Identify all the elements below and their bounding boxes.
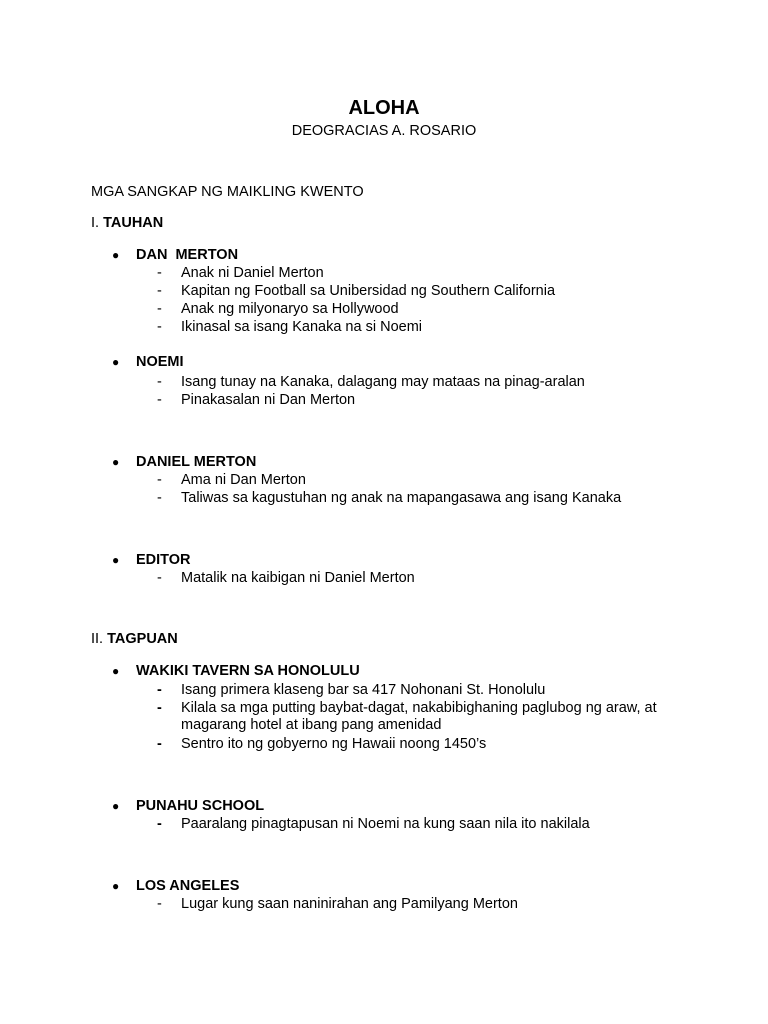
dash-icon: - [157,283,162,299]
list-item-editor [112,551,191,569]
item-name: LOS ANGELES [136,878,240,894]
list-detail-continuation: magarang hotel at ibang pang amenidad [181,717,442,733]
bullet-icon: ● [112,553,120,567]
list-detail: - Pinakasalan ni Dan Merton [157,392,356,408]
list-detail: - Anak ng milyonaryo sa Hollywood [157,301,399,317]
item-name: WAKIKI TAVERN SA HONOLULU [136,663,360,679]
bullet-icon: ● [112,248,120,262]
dash-icon: - [157,700,162,716]
list-detail: - Isang tunay na Kanaka, dalagang may mataas na pinag-aralan [157,374,585,390]
dash-icon: - [157,896,162,912]
dash-icon: - [157,736,162,752]
dash-icon: - [157,490,162,506]
document-author: DEOGRACIAS A. ROSARIO [291,123,477,139]
section-number: II. [91,631,104,647]
list-detail: - Paaralang pinagtapusan ni Noemi na kung saan nila ito nakilala [157,816,590,832]
dash-icon: - [157,816,162,832]
dash-icon: - [157,570,162,586]
list-detail: - Ama ni Dan Merton [157,472,306,488]
list-detail: - Kilala sa mga putting baybat-dagat, nakabibighaning paglubog ng araw, at [157,700,657,716]
dash-icon: - [157,374,162,390]
dash-icon: - [157,392,162,408]
section-label: TAGPUAN [107,631,178,647]
dash-icon: - [157,301,162,317]
bullet-icon: ● [112,799,120,813]
document-subtitle: MGA SANGKAP NG MAIKLING KWENTO [91,184,364,200]
document-title: ALOHA [348,97,420,119]
bullet-icon: ● [112,664,120,678]
list-item-los-angeles [112,877,239,895]
item-name: EDITOR [136,552,191,568]
section-label: TAUHAN [103,215,164,231]
item-name: DANIEL MERTON [136,454,257,470]
list-detail: - Ikinasal sa isang Kanaka na si Noemi [157,319,422,335]
list-detail: - Lugar kung saan naninirahan ang Pamilyang Merton [157,896,518,912]
list-item-punahu-school [112,797,264,815]
list-item-noemi [112,353,184,371]
bullet-icon: ● [112,455,120,469]
dash-icon: - [157,319,162,335]
section-number: I. [91,215,100,231]
dash-icon: - [157,472,162,488]
list-detail: - Matalik na kaibigan ni Daniel Merton [157,570,415,586]
list-detail: - Isang primera klaseng bar sa 417 Nohonani St. Honolulu [157,682,546,698]
item-name: NOEMI [136,354,184,370]
list-detail: - Anak ni Daniel Merton [157,265,324,281]
item-name: DAN MERTON [136,247,239,263]
list-detail: - Sentro ito ng gobyerno ng Hawaii noong 1450’s [157,736,487,752]
bullet-icon: ● [112,355,120,369]
section-heading-tagpuan [91,630,178,648]
list-item-wakiki-tavern [112,662,360,680]
item-name: PUNAHU SCHOOL [136,798,265,814]
dash-icon: - [157,682,162,698]
list-detail: - Taliwas sa kagustuhan ng anak na mapangasawa ang isang Kanaka [157,490,622,506]
bullet-icon: ● [112,879,120,893]
dash-icon: - [157,265,162,281]
list-item-dan-merton [112,246,238,264]
list-detail: - Kapitan ng Football sa Unibersidad ng Southern California [157,283,556,299]
list-item-daniel-merton [112,453,256,471]
section-heading-tauhan [91,214,163,232]
